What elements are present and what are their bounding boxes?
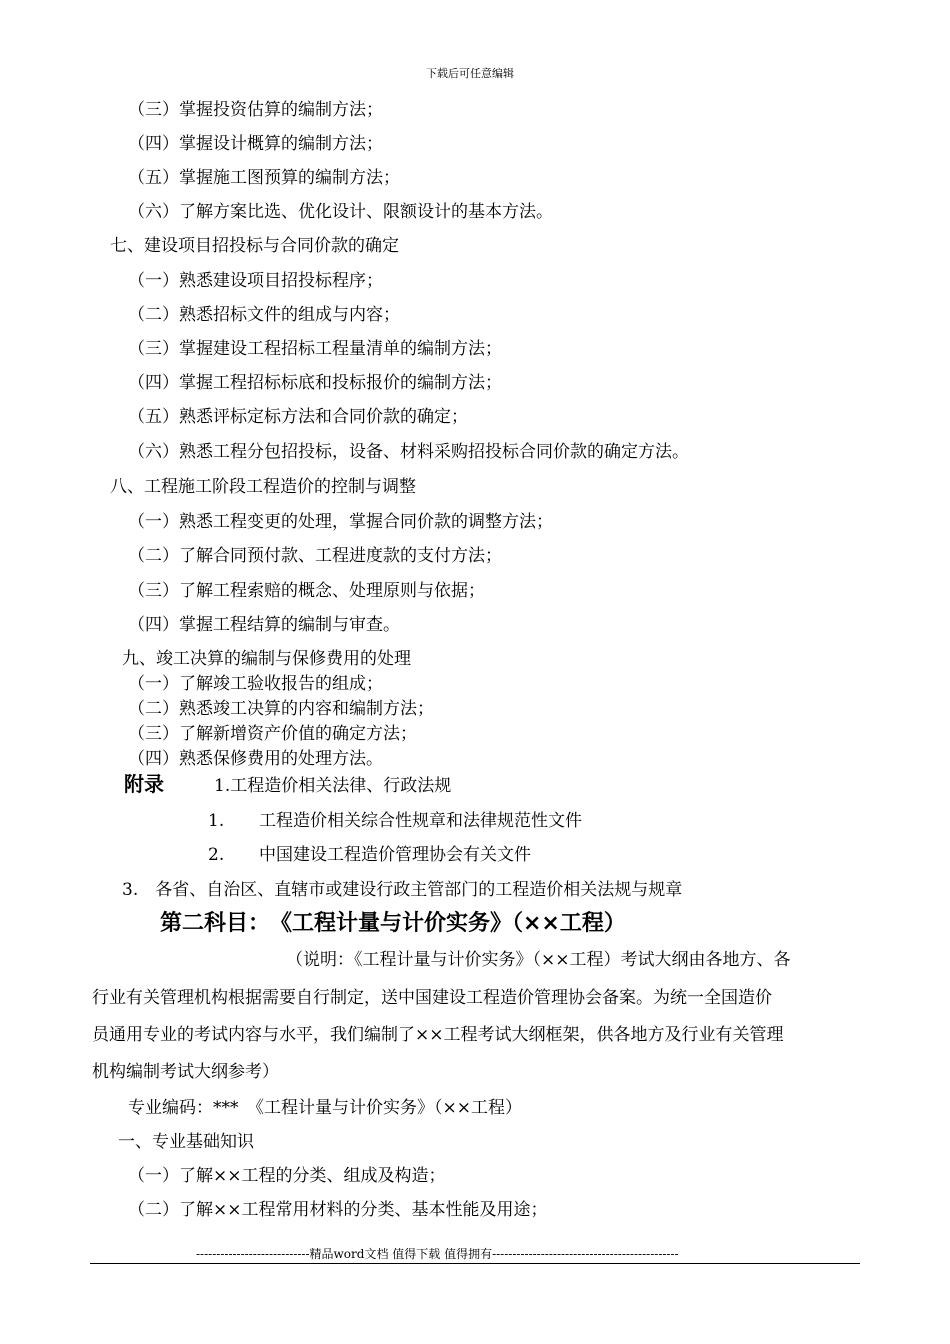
section-heading: 七、建设项目招投标与合同价款的确定 [110, 236, 399, 256]
appendix-item: 工程造价相关综合性规章和法律规范性文件 [259, 811, 582, 831]
list-item: （二）了解××工程常用材料的分类、基本性能及用途； [128, 1200, 548, 1220]
appendix-item-number: 2. [208, 845, 225, 865]
section-heading: 八、工程施工阶段工程造价的控制与调整 [110, 477, 416, 497]
list-item: （四）掌握工程招标标底和投标报价的编制方法； [128, 373, 502, 393]
list-item: （一）熟悉工程变更的处理，掌握合同价款的调整方法； [128, 512, 553, 532]
section-heading: 九、竣工决算的编制与保修费用的处理 [122, 649, 411, 669]
list-item: （四）掌握工程结算的编制与审查。 [128, 615, 400, 635]
description-line: （说明：《工程计量与计价实务》（××工程）考试大纲由各地方、各 [286, 950, 791, 970]
list-item: （五）掌握施工图预算的编制方法； [128, 168, 400, 188]
appendix-item: 3. 各省、自治区、直辖市或建设行政主管部门的工程造价相关法规与规章 [122, 880, 683, 900]
list-item: （二）熟悉招标文件的组成与内容； [128, 305, 400, 325]
description-line: 员通用专业的考试内容与水平，我们编制了××工程考试大纲框架，供各地方及行业有关管理 [92, 1025, 784, 1045]
list-item: （一）熟悉建设项目招投标程序； [128, 271, 383, 291]
list-item: （三）了解新增资产价值的确定方法； [128, 724, 417, 744]
appendix-item: 中国建设工程造价管理协会有关文件 [259, 845, 531, 865]
list-item: （三）了解工程索赔的概念、处理原则与依据； [128, 581, 485, 601]
appendix-label: 附录 [124, 772, 164, 796]
footer-text: ----------------------------精品word文档 值得下载 值得拥有---------------------------------------------- [196, 1247, 679, 1261]
list-item: （三）掌握建设工程招标工程量清单的编制方法； [128, 339, 502, 359]
list-item: （二）熟悉竣工决算的内容和编制方法； [128, 699, 434, 719]
description-line: 行业有关管理机构根据需要自行制定，送中国建设工程造价管理协会备案。为统一全国造价 [92, 988, 772, 1008]
footer-divider [90, 1263, 860, 1264]
subject-title: 第二科目： 《工程计量与计价实务》（××工程） [160, 911, 626, 936]
code-line: 专业编码：*** 《工程计量与计价实务》（××工程） [128, 1098, 522, 1118]
appendix-item: 1.工程造价相关法律、行政法规 [214, 776, 452, 796]
list-item: （四）掌握设计概算的编制方法； [128, 134, 383, 154]
list-item: （三）掌握投资估算的编制方法； [128, 100, 383, 120]
list-item: （二）了解合同预付款、工程进度款的支付方法； [128, 546, 502, 566]
list-item: （六）熟悉工程分包招投标，设备、材料采购招投标合同价款的确定方法。 [128, 442, 689, 462]
list-item: （六）了解方案比选、优化设计、限额设计的基本方法。 [128, 202, 553, 222]
list-item: （四）熟悉保修费用的处理方法。 [128, 749, 383, 769]
header-note: 下载后可任意编辑 [426, 67, 514, 80]
list-item: （一）了解××工程的分类、组成及构造； [128, 1166, 446, 1186]
appendix-item-number: 1. [208, 811, 225, 831]
description-line: 机构编制考试大纲参考） [92, 1062, 279, 1082]
section-heading: 一、专业基础知识 [118, 1132, 254, 1152]
list-item: （一）了解竣工验收报告的组成； [128, 674, 383, 694]
list-item: （五）熟悉评标定标方法和合同价款的确定； [128, 407, 468, 427]
